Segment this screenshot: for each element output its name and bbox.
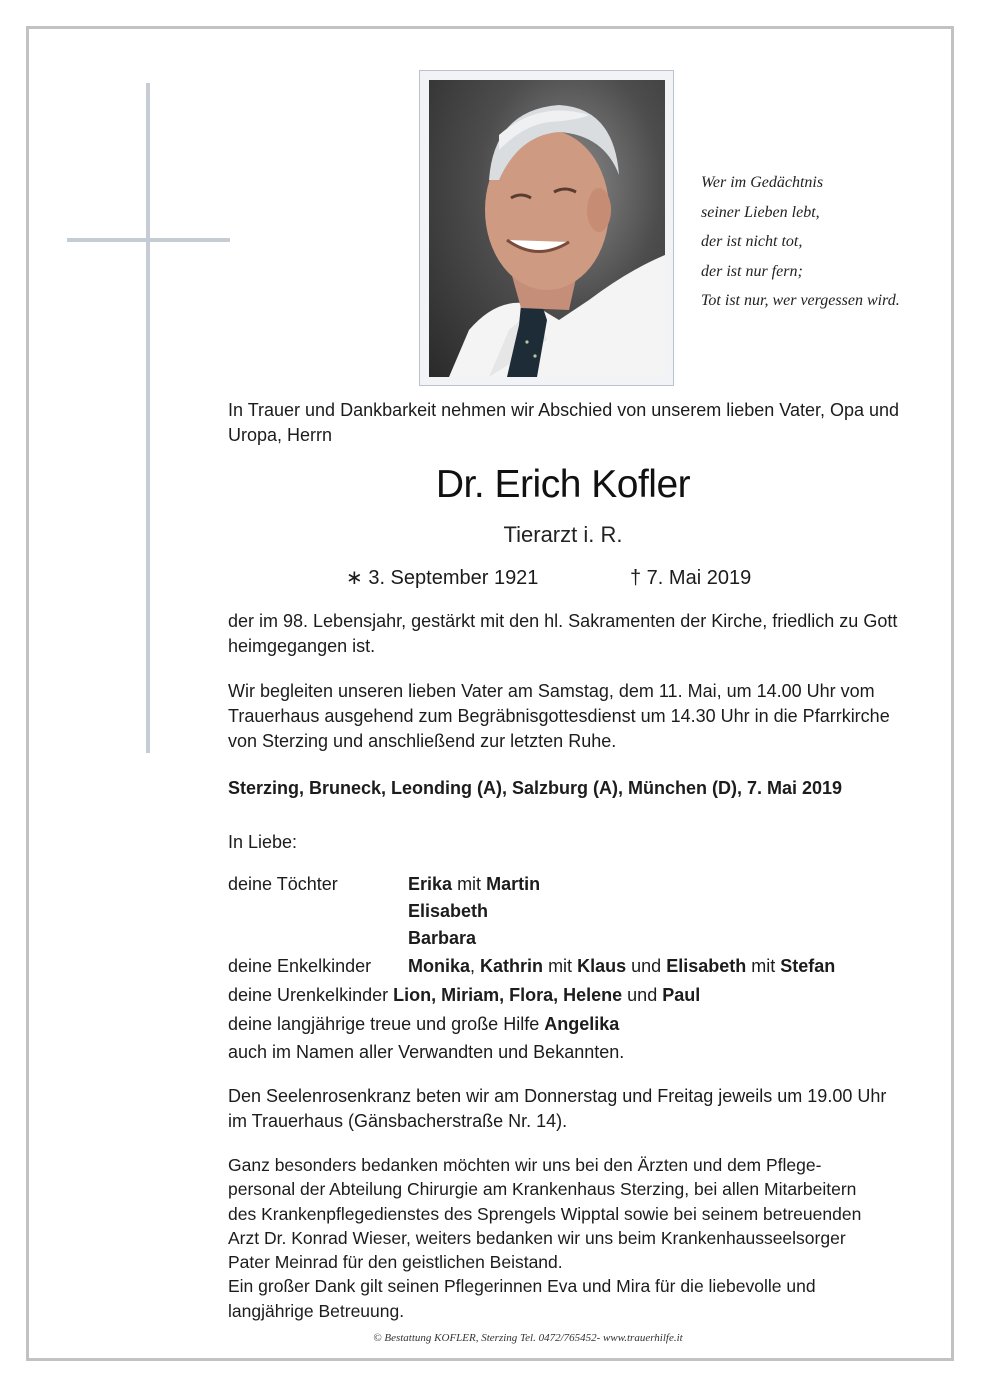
thanks-paragraph <box>228 1153 908 1323</box>
name-monika: Monika <box>408 956 471 976</box>
thanks-line: Ein großer Dank gilt seinen Pflegerinnen Eva und Mira für die liebevolle und <box>228 1276 816 1297</box>
thanks-line: Ganz besonders bedanken möchten wir uns bei den Ärzten und dem Pflege- <box>228 1155 822 1175</box>
portrait-photo <box>429 80 665 377</box>
name-barbara: Barbara <box>408 928 477 948</box>
daughters-label: deine Töchter <box>228 874 338 894</box>
relatives-text: auch im Namen aller Verwandten und Bekannten. <box>228 1042 625 1062</box>
name-klaus: Klaus <box>577 956 627 976</box>
quote-line: Wer im Gedächtnis <box>701 174 824 191</box>
thanks-line: des Krankenpflegedienstes des Sprengels Wipptal sowie bei seinem betreuenden <box>228 1203 862 1224</box>
birth-date: ∗ 3. September 1921 <box>346 567 539 589</box>
cross-vertical-beam <box>146 83 150 753</box>
places-line: Sterzing, Bruneck, Leonding (A), Salzburg (A), München (D), 7. Mai 2019 <box>228 778 843 798</box>
grandchildren-label: deine Enkelkinder <box>228 956 372 976</box>
in-liebe-label: In Liebe: <box>228 832 298 852</box>
name-stefan: Stefan <box>780 956 836 976</box>
quote-line: der ist nicht tot, <box>701 233 803 250</box>
und-word: und <box>627 985 658 1005</box>
portrait-illustration <box>429 80 665 377</box>
family-grandchildren-label <box>228 952 371 980</box>
thanks-line: Arzt Dr. Konrad Wieser, weiters bedanken wir uns beim Krankenhausseelsorger <box>228 1227 846 1248</box>
quote-line: der ist nur fern; <box>701 262 803 280</box>
helper-text: deine langjährige treue und große Hilfe <box>228 1014 540 1034</box>
great-grandchildren-names: Lion, Miriam, Flora, Helene <box>393 985 623 1005</box>
mit-word: mit <box>457 874 482 894</box>
great-grandchildren-label: deine Urenkelkinder <box>228 985 389 1005</box>
grandchildren-names <box>408 953 835 980</box>
separator: , <box>470 956 476 976</box>
mit-word: mit <box>548 956 573 976</box>
name-elisabeth: Elisabeth <box>666 956 747 976</box>
thanks-line: Pater Meinrad für den geistlichen Beistand. <box>228 1252 563 1273</box>
quote-line: Tot ist nur, wer vergessen wird. <box>701 292 900 309</box>
family-great-grandchildren <box>228 981 700 1009</box>
family-helper <box>228 1010 619 1038</box>
death-date: † 7. Mai 2019 <box>630 567 752 589</box>
name-erika: Erika <box>408 874 453 894</box>
life-dates <box>346 564 752 592</box>
name-elisabeth: Elisabeth <box>408 901 489 921</box>
name-paul: Paul <box>662 985 701 1005</box>
funeral-paragraph: Wir begleiten unseren lieben Vater am Samstag, dem 11. Mai, um 14.00 Uhr vom Trauerhaus ausgehend zum Begräbnisgottesdienst um 14.30 Uhr in die Pfarrkirche von Sterzing und anschließend zur letzten Ruhe. <box>228 681 890 751</box>
daughter-1 <box>408 871 540 898</box>
und-word: und <box>631 956 662 976</box>
deceased-title: Tierarzt i. R. <box>503 522 623 547</box>
family-relatives <box>228 1038 624 1066</box>
rosary-paragraph: Den Seelenrosenkranz beten wir am Donnerstag und Freitag jeweils um 19.00 Uhr im Trauerhaus (Gänsbacherstraße Nr. 14). <box>228 1086 887 1131</box>
quote-line: seiner Lieben lebt, <box>701 203 820 221</box>
thanks-line: langjährige Betreuung. <box>228 1300 405 1321</box>
thanks-line: personal der Abteilung Chirurgie am Krankenhaus Sterzing, bei allen Mitarbeitern <box>228 1179 857 1200</box>
mit-word: mit <box>751 956 776 976</box>
deceased-name: Dr. Erich Kofler <box>435 463 691 506</box>
memorial-quote <box>701 168 951 316</box>
name-angelika: Angelika <box>544 1014 620 1034</box>
name-kathrin: Kathrin <box>480 956 544 976</box>
daughter-3 <box>408 925 476 952</box>
intro-text: In Trauer und Dankbarkeit nehmen wir Abschied von unserem lieben Vater, Opa und Uropa, Herrn <box>228 400 900 445</box>
name-martin: Martin <box>486 874 541 894</box>
daughter-2 <box>408 898 488 925</box>
footer-credit: © Bestattung KOFLER, Sterzing Tel. 0472/765452- www.trauerhilfe.it <box>373 1332 683 1344</box>
family-daughters-label <box>228 870 338 898</box>
passing-paragraph: der im 98. Lebensjahr, gestärkt mit den hl. Sakramenten der Kirche, friedlich zu Gott heimgegangen ist. <box>228 611 898 656</box>
cross-horizontal-beam <box>67 238 230 242</box>
